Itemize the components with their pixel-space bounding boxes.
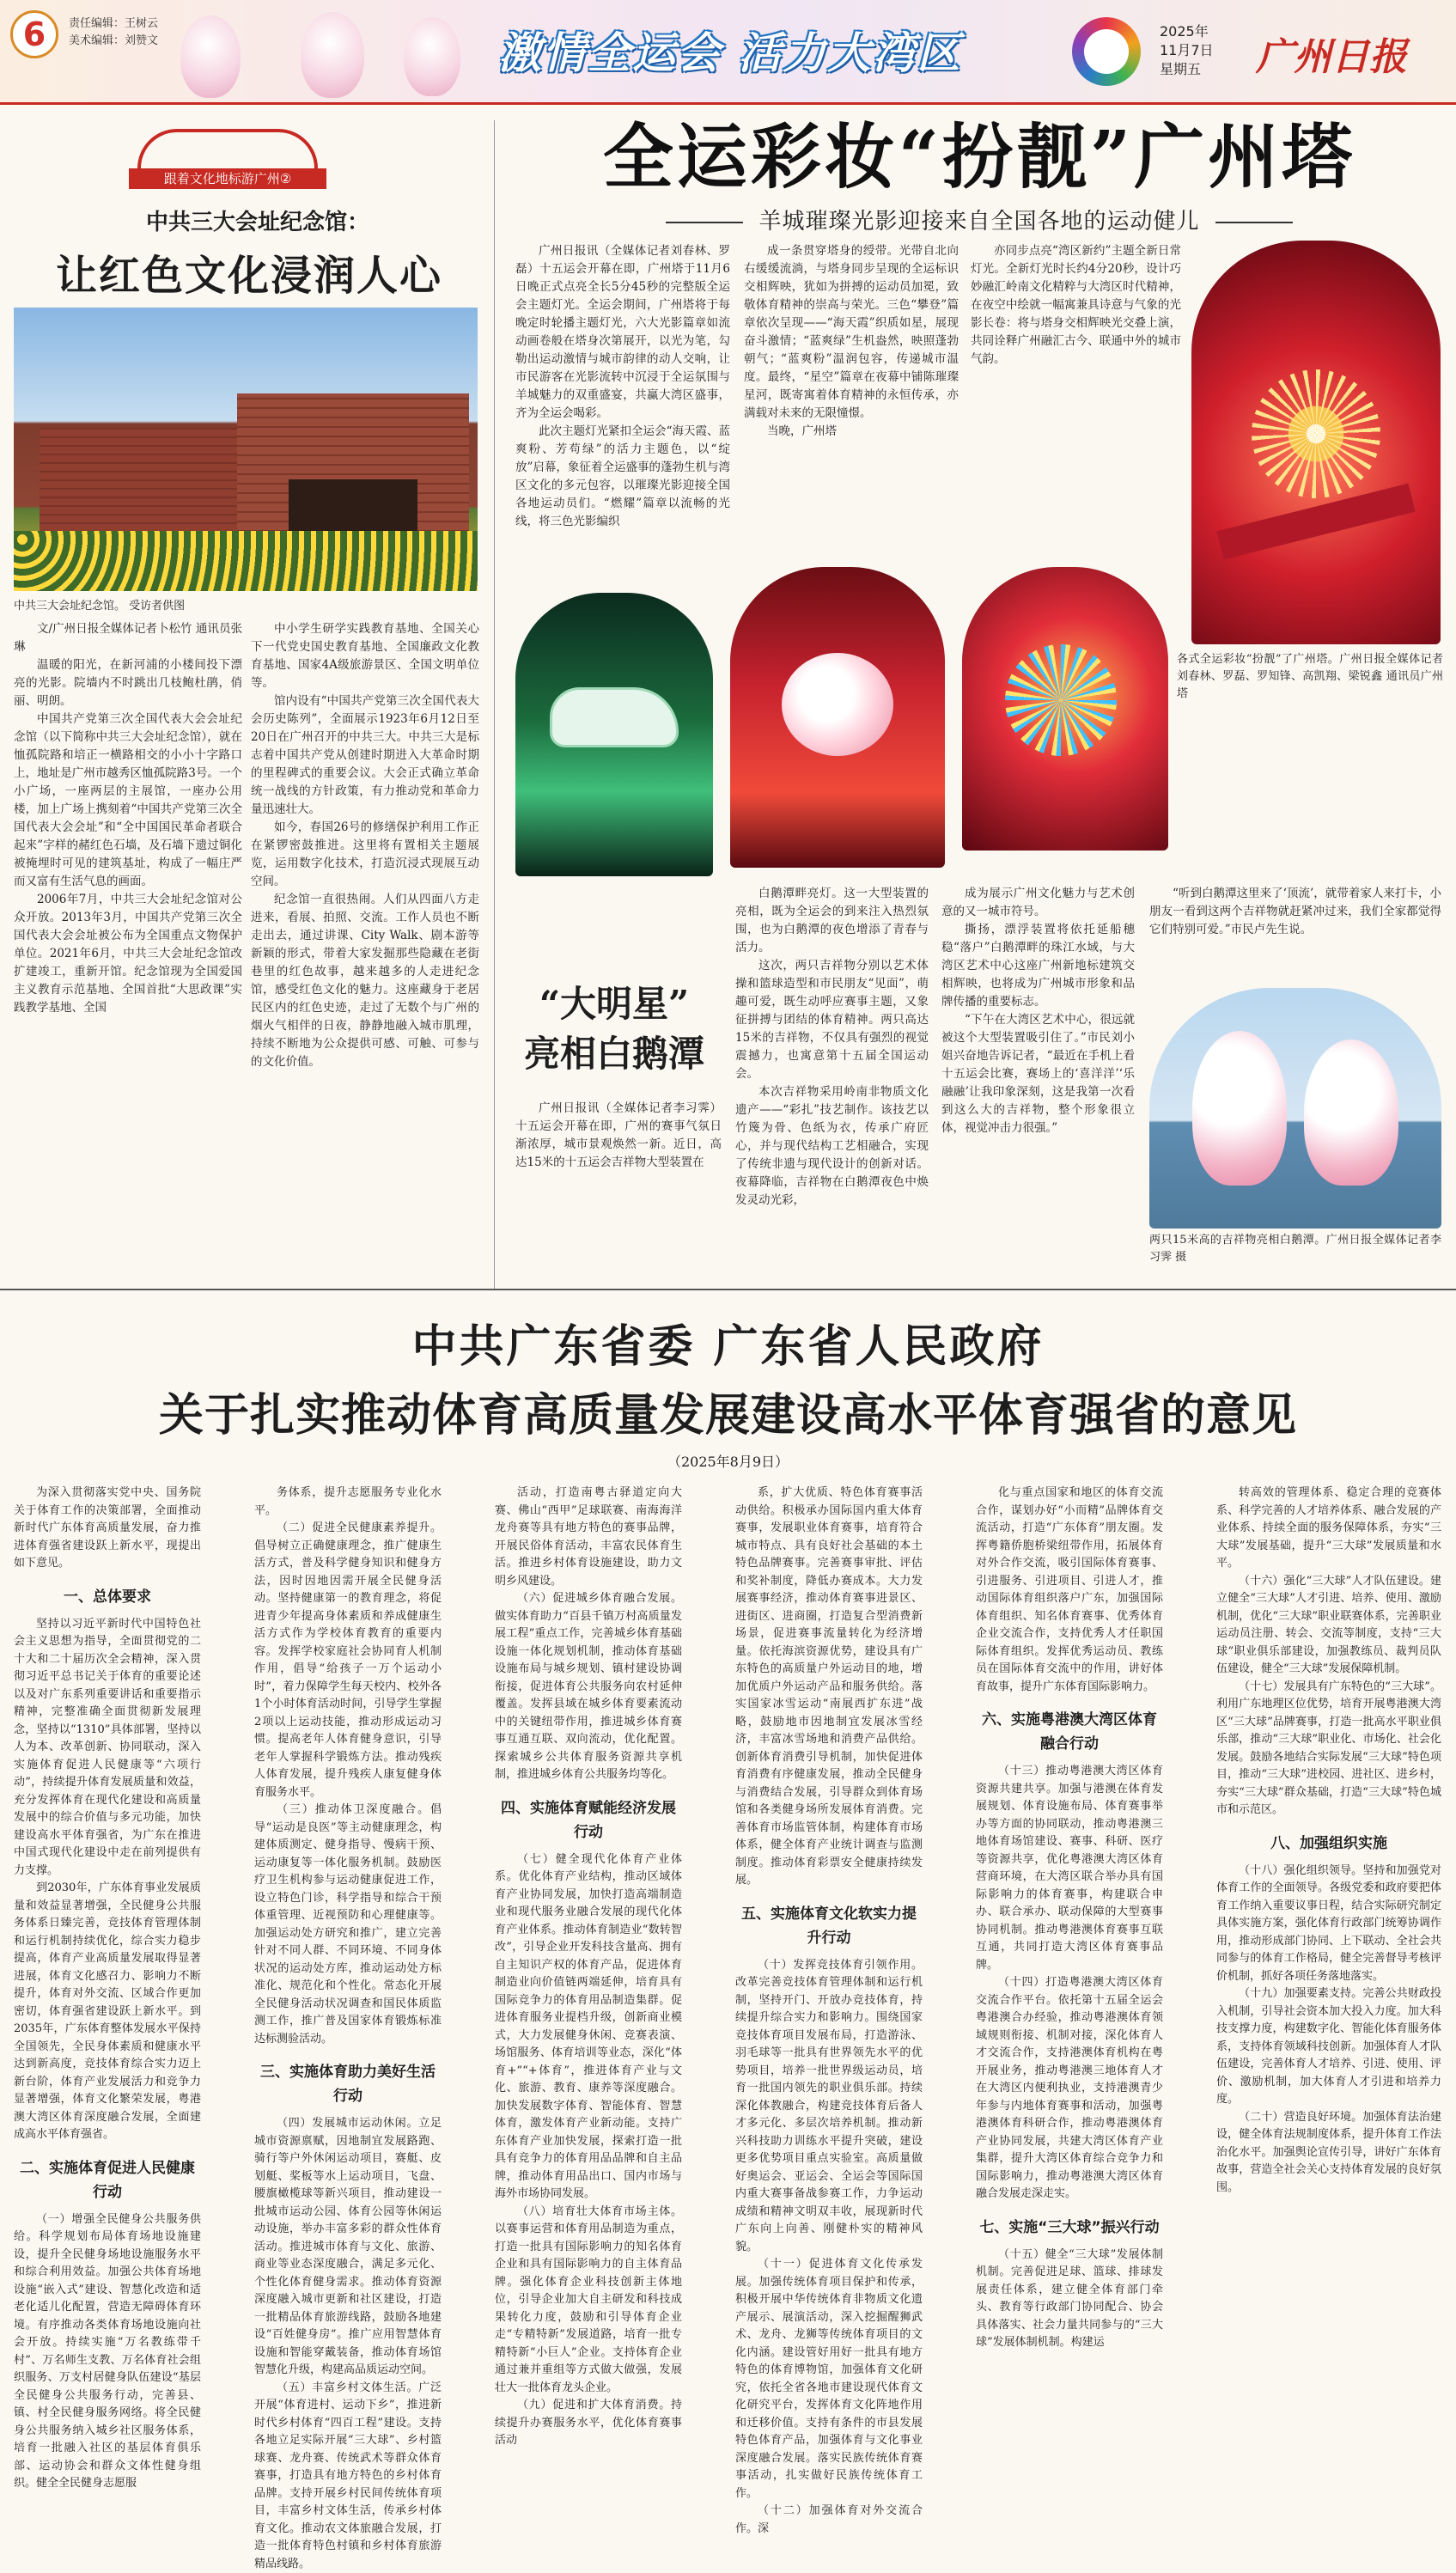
issue-year: 2025年 [1160,22,1214,41]
swan-story-column-2 [735,885,929,1229]
document-paragraph: （十八）强化组织领导。坚持和加强党对体育工作的全面领导。各级党委和政府要把体育工作纳入重要议事日程，结合实际研究制定具体实施方案，强化体育行政部门统筹协调作用，推动形成部门协同、上下联动、全社会共同参与的体育工作格局，健全完善督导考核评价机制，抓好各项任务落地落实。 [1216,1863,1441,1986]
section-heading: 六、实施粤港澳大湾区体育融合行动 [976,1708,1163,1756]
main-headline: 全运彩妆“扮靓”广州塔 [507,101,1452,202]
section-heading: 三、实施体育助力美好生活行动 [254,2060,442,2108]
swan-story-column-4 [1149,885,1441,979]
article-paragraph: “听到白鹅潭这里来了‘顶流’，就带着家人来打卡，小朋友一看到这两个吉祥物就赶紧冲过来，我们全家都觉得它们特别可爱。”市民卢先生说。 [1149,885,1441,939]
article-paragraph: 温暖的阳光，在新河浦的小楼间投下漂亮的光影。院墙内不时跳出几枝鲍杜鹃，俏丽、明朗。 [14,656,242,710]
document-paragraph: 化与重点国家和地区的体育交流合作，谋划办好“小而精”品牌体育交流活动，打造“广东体育”朋友圈。发挥粤籍侨胞桥梁纽带作用，拓展体育对外合作交流，吸引国际体育赛事、引进服务、引进项目、引进人才，推动国际体育组织落户广东，加强国际体育组织、知名体育赛事、优秀体育企业交流合作，支持优秀人才任职国际体育组织。发挥优秀运动员、教练员在国际体育交流中的作用，讲好体育故事，提升广东体育国际影响力。 [976,1485,1163,1696]
section-heading: 二、实施体育促进人民健康行动 [14,2156,201,2204]
tower-mascot-light-photo [730,567,945,868]
article-paragraph: 成为展示广州文化魅力与艺术创意的又一城市符号。 [941,885,1135,921]
document-paragraph: （十四）打造粤港澳大湾区体育交流合作平台。依托第十五届全运会粤港澳合办经验，推动粤港澳体育领域规则衔接、机制对接，深化体育人才交流合作，支持港澳体育机构在粤开展业务，推动粤港澳三地体育人才在大湾区内便利执业，支持港澳青少年参与内地体育赛事和活动，加强粤港澳体育科研合作，推动粤港澳体育产业协同发展，共建大湾区体育产业集群，提升大湾区体育综合竞争力和国际影响力，推动粤港澳大湾区体育融合发展走深走实。 [976,1974,1163,2204]
mascot-graphic [782,653,893,756]
swan-title-line1: “大明星” [507,979,722,1029]
document-paragraph: （二）促进全民健康素养提升。倡导树立正确健康理念，推广健康生活方式，普及科学健身知识和健身方法，因时因地因需开展全民健身活动。坚持健康第一的教育理念，将促进青少年提高身体素质和养成健康生活方式作为学校体育教育的重要内容。发挥学校家庭社会协同育人机制作用，倡导“给孩子一万个运动小时”，着力保障学生每天校内、校外各1个小时体育活动时间，引导学生掌握2项以上运动技能，推动形成运动习惯。提高老年人体育健身意识，引导老年人掌握科学锻炼方法。推动残疾人体育发展，提升残疾人康复健身体育服务水平。 [254,1520,442,1802]
article-paragraph: 2006年7月，中共三大会址纪念馆对公众开放。2013年3月，中国共产党第三次全国代表大会会址被公布为全国重点文物保护单位。2021年6月，中共三大会址纪念馆改扩建竣工，重新开馆。纪念馆现为全国爱国主义教育示范基地、全国首批“大思政课”实践教学基地、全国 [14,891,242,1017]
document-column-2 [254,1485,442,2077]
document-paragraph: （四）发展城市运动休闲。立足城市资源禀赋，因地制宜发展路跑、骑行等户外休闲运动项目，赛艇、皮划艇、桨板等水上运动项目，飞盘、腰旗橄榄球等新兴项目，推动建设一批城市运动公园、体育公园等休闲运动设施，举办丰富多彩的群众性体育活动。推进城市体育与文化、旅游、商业等业态深度融合，满足多元化、个性化体育健身需求。推动体育资源深度融入城市更新和社区建设，打造一批精品体育旅游线路，鼓励各地建设“百姓健身房”。推广应用智慧体育设施和智能穿戴装备，推动体育场馆智慧化升级，构建高品质运动空间。 [254,2115,442,2380]
firework-pattern [1252,369,1380,498]
tower-photo-caption [1177,651,1443,730]
mascot-illustration [180,15,241,98]
shoe-graphic [550,687,679,747]
editor-name: 责任编辑：王树云 [69,15,158,33]
document-paragraph: （十三）推动粤港澳大湾区体育资源共建共享。加强与港澳在体育发展规划、体育设施布局、体育赛事举办等方面的协同联动，推动粤港澳三地体育场馆建设、赛事、科研、医疗等资源共享，优化粤港澳大湾区体育营商环境，在大湾区联合举办具有国际影响力的体育赛事，构建联合申办、联合承办、联动保障的大型赛事协同机制。推动粤港澳体育赛事互联互通，共同打造大湾区体育赛事品牌。 [976,1763,1163,1974]
document-paragraph: （十六）强化“三大球”人才队伍建设。建立健全“三大球”人才引进、培养、使用、激励机制，优化“三大球”职业联赛体系，完善职业运动员注册、转会、交流等制度，支持“三大球”职业俱乐部建设，加强教练员、裁判员队伍建设，健全“三大球”发展保障机制。 [1216,1573,1441,1679]
mascot-illustration [301,12,364,98]
article-paragraph: 成一条贯穿塔身的绶带。光带自北向右缓缓流淌，与塔身同步呈现的全运标识交相辉映，犹如为拼搏的运动员加冕，致敬体育精神的崇高与荣光。三色“攀登”篇章依次呈现——“海天霞”织质如星，展现奋斗激情；“蓝爽绿”生机盎然，映照蓬勃朝气；“蓝爽粉”温润包容，传递城市温度。最终，“星空”篇章在夜幕中铺陈璀璨星河，既寄寓着体育精神的永恒传承，亦满载对未来的无限憧憬。 [744,242,959,423]
section-heading: 五、实施体育文化软实力提升行动 [735,1902,923,1950]
tower-firework-light-photo [962,567,1168,851]
caption-text: 各式全运彩妆“扮靓”了广州塔。广州日报全媒体记者刘春林、罗磊、罗知锋、高凯翔、梁锐鑫 通讯员广州塔 [1177,651,1443,703]
document-title: 关于扎实推动体育高质量发展建设高水平体育强省的意见 [0,1379,1456,1443]
mascot-graphic [1304,1040,1398,1186]
document-paragraph: （一）增强全民健身公共服务供给。科学规划布局体育场地设施建设，提升全民健身场地设施服务水平和综合利用效益。加强公共体育场地设施“嵌入式”建设、智慧化改造和适老化适儿化配置，营造无障碍体育环境。有序推动各类体育场地设施向社会开放。持续实施“万名教练带千村”、万名师生支教、万名体育社会组织服务、万支村居健身队伍建设“基层全民健身公共服务行动，完善县、镇、村全民健身服务网络。将全民健身公共服务纳入城乡社区服务体系，培育一批融入社区的基层体育俱乐部、运动协会和群众文体性健身组织。健全全民健身志愿服 [14,2211,201,2493]
document-paragraph: （五）丰富乡村文体生活。广泛开展“体育进村、运动下乡”，推进新时代乡村体育“四百工程”建设。支持各地立足实际开展“三大球”、乡村篮球赛、龙舟赛、传统武术等群众体育赛事，打造具有地方特色的乡村体育品牌。支持开展乡村民间传统体育项目，丰富乡村文体生活，传承乡村体育文化。推动农文体旅融合发展，打造一批体育特色村镇和乡村体育旅游精品线路。 [254,2380,442,2573]
document-paragraph: 转高效的管理体系、稳定合理的竞赛体系、科学完善的人才培养体系、融合发展的产业体系、持续全面的服务保障体系，夯实“三大球”发展基础，提升“三大球”发展质量和水平。 [1216,1485,1441,1573]
main-story-column-3 [971,242,1181,562]
building-left [40,428,237,540]
document-paragraph: 为深入贯彻落实党中央、国务院关于体育工作的决策部署，全面推动新时代广东体育高质量发展，奋力推进体育强省建设跃上新水平，现提出如下意见。 [14,1485,201,1573]
section-banner [103,129,352,189]
article-paragraph: 纪念馆一直很热闹。人们从四面八方走进来，看展、拍照、交流。工作人员也不断走出去，通过讲课、City Walk、剧本游等新颖的形式，带着大家发掘那些隐藏在老街巷里的红色故事，越来越多的人走进纪念馆，感受红色文化的魅力。这座藏身于老居民区内的红色史迹，走过了无数个与广州的烟火气相伴的日夜，静静地融入城市肌理，持续不断地为公众提供可感、可触、可参与的文化价值。 [251,891,479,1071]
document-paragraph: （八）培育壮大体育市场主体。以赛事运营和体育用品制造为重点，打造一批具有国际影响力的知名体育企业和具有国际影响力的自主体育品牌。强化体育企业科技创新主体地位，引导企业加大自主研发和科技成果转化力度，鼓励和引导体育企业走“专精特新”发展道路，培育一批专精特新“小巨人”企业。支持体育企业通过兼并重组等方式做大做强，发展壮大一批体育龙头企业。 [495,2204,682,2398]
document-date: （2025年8月9日） [0,1451,1456,1471]
arch-icon [137,129,318,168]
document-paragraph: 务体系，提升志愿服务专业化水平。 [254,1485,442,1520]
document-column-1 [14,1485,201,2077]
document-paragraph: （九）促进和扩大体育消费。持续提升办赛服务水平，优化体育赛事活动 [495,2397,682,2450]
issue-weekday: 星期五 [1160,60,1214,79]
main-story-column-1 [515,242,730,576]
firework-pattern [1005,644,1117,756]
canton-tower-photo [1191,241,1441,644]
article-paragraph: 中国共产党第三次全国代表大会会址纪念馆（以下简称中共三大会址纪念馆），就在恤孤院路和培正一横路相交的小小十字路口上，地址是广州市越秀区恤孤院路3号。一个小广场，一座两层的主展馆，一座办公用楼，加上广场上携刻着“中国共产党第三次全国代表大会会址”和“全中国国民革命者联合起来”字样的赭红色石墙，及石墙下遗过铜化被掩埋时可见的建筑基址，构成了一幅庄严而又富有生活气息的画面。 [14,710,242,891]
document-paragraph: （十五）健全“三大球”发展体制机制。完善促进足球、篮球、排球发展责任体系，建立健全体育部门牵头、教育等行政部门协同配合、协会具体落实、社会力量共同参与的“三大球”发展体制机制。构建运 [976,2247,1163,2352]
article-paragraph: 文/广州日报全媒体记者卜松竹 通讯员张琳 [14,620,242,656]
flower-bed [14,531,478,591]
memorial-photo-caption: 中共三大会址纪念馆。 受访者供图 [14,596,185,613]
article-paragraph: 馆内设有“中国共产党第三次全国代表大会历史陈列”，全面展示1923年6月12日至20日在广州召开的中共三大。中共三大是标志着中国共产党从创建时期进入大革命时期的里程碑式的重要会议。大会正式确立革命统一战线的方针政策，有力推动党和革命力量迅速壮大。 [251,692,479,819]
swan-mascots-photo [1149,988,1441,1229]
section-label: 跟着文化地标游广州② [129,168,326,189]
document-paragraph: （二十）营造良好环境。加强体育法治建设，健全体育法规制度体系，提升体育工作法治化水平。加强舆论宣传引导，讲好广东体育故事，营造全社会关心支持体育发展的良好氛围。 [1216,2109,1441,2198]
section-heading: 七、实施“三大球”振兴行动 [976,2216,1163,2240]
swan-story-title [507,979,722,1079]
document-paragraph: （三）推动体卫深度融合。倡导“运动是良医”等主动健康理念，构建体质测定、健身指导、慢病干预、运动康复等一体化服务机制。鼓励医疗卫生机构参与运动健康促进工作，设立特色门诊，科学指导和综合干预体重管理、近视预防和心理健康等。加强运动处方研究和推广，建立完善针对不同人群、不同环境、不同身体状况的运动处方库，推动运动处方标准化、规范化和个性化。常态化开展全民健身活动状况调查和国民体质监测工作，推广普及国家体育锻炼标准达标测验活动。 [254,1802,442,2048]
article-paragraph: 撕扬，漂浮装置将依托延船穗稳“落户”白鹅潭畔的珠江水域，与大湾区艺术中心这座广州新地标建筑交相辉映，也将成为广州城市形象和品牌传播的重要标志。 [941,921,1135,1011]
document-column-5 [976,1485,1163,2077]
document-paragraph: 活动，打造南粤古驿道定向大赛、佛山“西甲”足球联赛、南海海洋龙舟赛等具有地方特色的赛事品牌，开展民俗体育活动，丰富农民体育生活。推进乡村体育设施建设，助力文明乡风建设。 [495,1485,682,1590]
swan-story-column-1 [515,1100,722,1229]
issue-day: 11月7日 [1160,41,1214,60]
page-number: 6 [10,10,58,58]
document-column-6 [1216,1485,1441,2077]
campaign-banner: 激情全运会 活力大湾区 [498,19,961,81]
article-paragraph: 这次，两只吉祥物分别以艺术体操和篮球造型和市民朋友“见面”，萌趣可爱，既生动呼应赛事主题，又象征拼搏与团结的体育精神。两只高达15米的吉祥物，不仅具有强烈的视觉震撼力，也寓意第十五届全国运动会。 [735,957,929,1083]
left-story-column-1 [14,620,242,1160]
swan-photo-caption [1149,1232,1441,1270]
main-story-column-2 [744,242,959,562]
left-story-subtitle: 中共三大会址纪念馆： [52,204,464,236]
document-paragraph: 到2030年，广东体育事业发展质量和效益显著增强，全民健身公共服务体系日臻完善，竞技体育管理体制和运行机制持续优化，综合实力稳步提高，体育产业高质量发展取得显著进展，体育文化感召力、影响力不断提升，体育对外交流、区域合作更加密切，体育强省建设跃上新水平。到2035年，广东体育整体发展水平保持全国领先，全民身体素质和健康水平达到新高度，竞技体育综合实力迈上新台阶，体育产业发展活力和竞争力显著增强，体育文化繁荣发展，粤港澳大湾区体育深度融合发展，全面建成高水平体育强省。 [14,1880,201,2144]
games-logo-icon [1072,17,1141,86]
section-heading: 一、总体要求 [14,1585,201,1609]
document-paragraph: （十二）加强体育对外交流合作。深 [735,2503,923,2538]
article-paragraph: 亦同步点亮“湾区新约”主题全新日常灯光。全新灯光时长约4分20秒，设计巧妙融汇岭南文化精粹与大湾区时代精神，在夜空中绘就一幅寓兼具诗意与气象的光影长卷：将与塔身交相辉映光交叠上演，共同诠释广州融汇古今、联通中外的城市气韵。 [971,242,1181,369]
caption-text: 两只15米高的吉祥物亮相白鹅潭。广州日报全媒体记者李习霁 摄 [1149,1232,1441,1266]
article-paragraph: 广州日报讯（全媒体记者刘春林、罗磊）十五运会开幕在即，广州塔于11月6日晚正式点亮全长5分45秒的完整版全运会主题灯光。全运会期间，广州塔将于每晚定时轮播主题灯光，六大光影篇章如流动画卷般在塔身次第展开，以光为笔，勾勒出运动激情与城市韵律的动人交响，让市民游客在光影流转中沉浸于全运氛围与羊城魅力的双重盛宴，共赢大湾区盛事，齐为全运会喝彩。 [515,242,730,423]
mascot-graphic [1192,1031,1287,1186]
document-paragraph: （六）促进城乡体育融合发展。做实体育助力“百县千镇万村高质量发展工程”重点工作，完善城乡体育基础设施一体化规划机制，推动体育基础设施布局与城乡规划、镇村建设协调衔接，促进体育公共服务向农村延伸覆盖。发挥县域在城乡体育要素流动中的关键纽带作用，推进城乡体育赛事互通互联、双向流动，优化配置。探索城乡公共体育服务资源共享机制，推进城乡体育公共服务均等化。 [495,1590,682,1784]
document-paragraph: 系，扩大优质、特色体育赛事活动供给。积极承办国际国内重大体育赛事，发展职业体育赛事，培育符合城市特点、具有良好社会基础的本土特色品牌赛事。完善赛事审批、评估和奖补制度，降低办赛成本。大力发展赛事经济，推动体育赛事进景区、进街区、进商圈，打造复合型消费新场景，促进赛事流量转化为经济增量。依托海滨资源优势，建设具有广东特色的高质量户外运动目的地，增加优质户外运动产品和服务供给。落实国家冰雪运动“南展西扩东进”战略，鼓励地市因地制宜发展冰雪经济，丰富冰雪场地和消费产品供给。创新体育消费引导机制，加快促进体育消费有序健康发展，推动全民健身与消费结合发展，引导群众到体育场馆和各类健身场所发展体育消费。完善体育市场监管体制，构建体育市场体系，健全体育产业统计调查与监测制度。推动体育彩票安全健康持续发展。 [735,1485,923,1890]
art-editor-name: 美术编辑：刘赞文 [69,33,158,50]
left-story-column-2 [251,620,479,1160]
article-paragraph: 白鹅潭畔亮灯。这一大型装置的亮相，既为全运会的到来注入热烈氛围，也为白鹅潭的夜色增添了青春与活力。 [735,885,929,957]
document-paragraph: 坚持以习近平新时代中国特色社会主义思想为指导，全面贯彻党的二十大和二十届历次全会精神，深入贯彻习近平总书记关于体育的重要论述以及对广东系列重要讲话和重要指示精神，完整准确全面贯彻新发展理念，坚持以“1310”具体部署，坚持以人为本、改革创新、协同联动，深入实施体育促进人民健康等“六项行动”，持续提升体育发展质量和效益，充分发挥体育在现代化建设和高质量发展中的综合价值与多元功能，加快建设高水平体育强省，为广东在推进中国式现代化建设中走在前列提供有力支撑。 [14,1616,201,1881]
article-paragraph: 本次吉祥物采用岭南非物质文化遗产——“彩扎”技艺制作。该技艺以竹篾为骨、色纸为衣，传承广府匠心，并与现代结构工艺相融合，实现了传统非遗与现代设计的创新对话。夜幕降临，吉祥物在白鹅潭夜色中焕发灵动光彩， [735,1083,929,1210]
article-paragraph: 当晚，广州塔 [744,423,959,441]
editor-credits [69,15,158,50]
article-paragraph: “下午在大湾区艺术中心，很远就被这个大型装置吸引住了。”市民刘小姐兴奋地告诉记者，“最近在手机上看十五运会比赛，赛场上的‘喜洋洋’‘乐融融’让我印象深刻，这是我第一次看到这么大的吉祥物，整个形象很立体，视觉冲击力很强。” [941,1011,1135,1137]
swan-story-column-3 [941,885,1135,1229]
article-paragraph: 此次主题灯光紧扣全运会“海天霞、蓝爽粉、芳苟绿”的活力主题色，以“绽放”启幕，象征着全运盛事的蓬勃生机与湾区文化的多元包容，以璀璨光影迎接全国各地运动员们。“燃耀”篇章以流畅的光线，将三色光影编织 [515,423,730,531]
left-story-title: 让红色文化浸润人心 [17,242,481,302]
document-column-4 [735,1485,923,2077]
document-title-issuer: 中共广东省委 广东省人民政府 [0,1310,1456,1375]
document-paragraph: （七）健全现代化体育产业体系。优化体育产业结构，推动区域体育产业协同发展，加快打造高端制造业和现代服务业融合发展的现代化体育产业体系。推动体育制造业“数转智改”，引导企业开发科技含量高、拥有自主知识产权的体育产品，促进体育制造业向价值链两端延伸，培育具有国际竞争力的体育用品制造集群。促进体育服务业提档升级，创新商业模式，大力发展健身休闲、竞赛表演、场馆服务、体育培训等业态，深化“体育+”“+体育”，推进体育产业与文化、旅游、教育、康养等深度融合。加快发展数字体育、智能体育、智慧体育，激发体育产业新动能。支持广东体育产业加快发展，探索打造一批具有竞争力的体育用品品牌和自主品牌，推动体育用品出口、国内市场与海外市场协同发展。 [495,1851,682,2204]
newspaper-brand: 广州日报 [1256,26,1407,81]
section-divider [0,1289,1456,1290]
document-column-3 [495,1485,682,2077]
masthead [0,0,1456,105]
document-paragraph: （十）发挥竞技体育引领作用。改革完善竞技体育管理体制和运行机制，坚持开门、开放办竞技体育，持续提升综合实力和影响力。围绕国家竞技体育项目发展布局，打造游泳、羽毛球等一批具有世界领先水平的优势项目，培养一批世界级运动员，培育一批国内领先的职业俱乐部。持续深化体教融合，构建竞技体育后备人才多元化、多层次培养机制。推动新兴科技助力训练水平提升突破，建设更多优势项目重点实验室。高质量做好奥运会、亚运会、全运会等国际国内重大赛事备战参赛工作，力争运动成绩和精神文明双丰收，展现新时代广东向上向善、刚健朴实的精神风貌。 [735,1957,923,2257]
memorial-hall-photo [14,308,478,591]
issue-date [1160,22,1214,79]
mascot-illustration [404,17,460,96]
section-heading: 八、加强组织实施 [1216,1832,1441,1856]
main-subheadline: 羊城璀璨光影迎接来自全国各地的运动健儿 [507,204,1452,235]
document-paragraph: （十一）促进体育文化传承发展。加强传统体育项目保护和传承，积极开展中华传统体育非物质文化遗产展示、展演活动，深入挖掘醒狮武术、龙舟、龙狮等传统体育项目的文化内涵。建设管好用好一批具有地方特色的体育博物馆，加强体育文化研究，依托全省各地市建设现代体育文化研究平台，发挥体育文化阵地作用和迁移价值。支持有条件的市县发展特色体育产品，加强体育与文化事业深度融合发展。落实民族传统体育赛事活动，扎实做好民族传统体育工作。 [735,2256,923,2503]
tower-shoe-light-photo [515,593,713,876]
article-paragraph: 中小学生研学实践教育基地、全国关心下一代党史国史教育基地、全国廉政文化教育基地、国家4A级旅游景区、全国文明单位等。 [251,620,479,692]
article-paragraph: 如今，春国26号的修缮保护利用工作正在紧锣密鼓推进。这里将有置相关主题展览，运用数字化技术，打造沉浸式现展互动空间。 [251,819,479,891]
article-paragraph: 广州日报讯（全媒体记者李习霁）十五运会开幕在即，广州的赛事气氛日渐浓厚，城市景观焕然一新。近日，高达15米的十五运会吉祥物大型装置在 [515,1100,722,1172]
section-heading: 四、实施体育赋能经济发展行动 [495,1796,682,1844]
document-paragraph: （十九）加强要素支持。完善公共财政投入机制，引导社会资本加大投入力度。加大科技支撑力度，构建数字化、智能化体育服务体系，支持体育领域科技创新。加强体育人才队伍建设，完善体育人才培养、引进、使用、评价、激励机制，加大体育人才引进和培养力度。 [1216,1985,1441,2109]
column-divider [494,120,495,1289]
swan-title-line2: 亮相白鹅潭 [507,1029,722,1079]
document-paragraph: （十七）发展具有广东特色的“三大球”。利用广东地理区位优势，培育开展粤港澳大湾区“三大球”品牌赛事，打造一批高水平职业俱乐部，推动“三大球”职业化、市场化、社会化发展。鼓励各地结合实际发展“三大球”特色项目，推动“三大球”进校园、进社区、进乡村，夯实“三大球”群众基础，打造“三大球”特色城市和示范区。 [1216,1679,1441,1820]
